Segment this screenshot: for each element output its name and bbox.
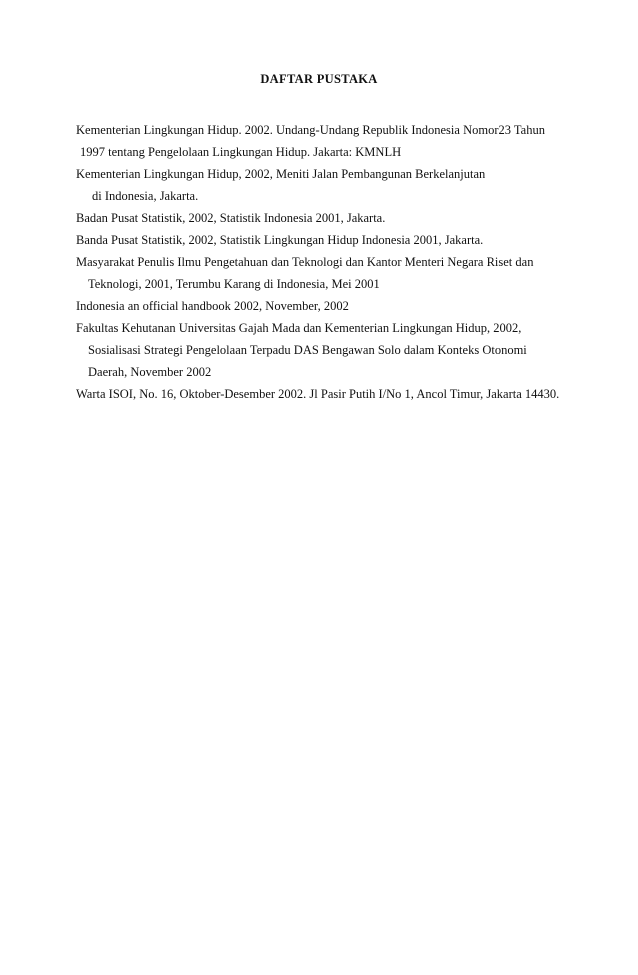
reference-line: Fakultas Kehutanan Universitas Gajah Mada dan Kementerian Lingkungan Hidup, 2002, bbox=[76, 321, 522, 335]
reference-line: Sosialisasi Strategi Pengelolaan Terpadu DAS Bengawan Solo dalam Konteks Otonomi bbox=[88, 343, 527, 357]
reference-line: Warta ISOI, No. 16, Oktober-Desember 2002. Jl Pasir Putih I/No 1, Ancol Timur, Jakarta 14430. bbox=[76, 387, 560, 401]
reference-line: di Indonesia, Jakarta. bbox=[92, 189, 199, 203]
reference-line: 1997 tentang Pengelolaan Lingkungan Hidup. Jakarta: KMNLH bbox=[80, 145, 402, 159]
reference-line: Indonesia an official handbook 2002, November, 2002 bbox=[76, 299, 349, 313]
reference-line: Kementerian Lingkungan Hidup. 2002. Undang-Undang Republik Indonesia Nomor23 Tahun bbox=[76, 123, 545, 137]
reference-line: Banda Pusat Statistik, 2002, Statistik Lingkungan Hidup Indonesia 2001, Jakarta. bbox=[76, 233, 484, 247]
reference-line: Kementerian Lingkungan Hidup, 2002, Meniti Jalan Pembangunan Berkelanjutan bbox=[76, 167, 486, 181]
reference-line: Masyarakat Penulis Ilmu Pengetahuan dan Teknologi dan Kantor Menteri Negara Riset dan bbox=[76, 255, 534, 269]
reference-line: Badan Pusat Statistik, 2002, Statistik Indonesia 2001, Jakarta. bbox=[76, 211, 386, 225]
reference-list bbox=[76, 119, 576, 405]
page-title: DAFTAR PUSTAKA bbox=[260, 72, 378, 86]
reference-line: Daerah, November 2002 bbox=[88, 365, 212, 379]
reference-line: Teknologi, 2001, Terumbu Karang di Indonesia, Mei 2001 bbox=[88, 277, 380, 291]
